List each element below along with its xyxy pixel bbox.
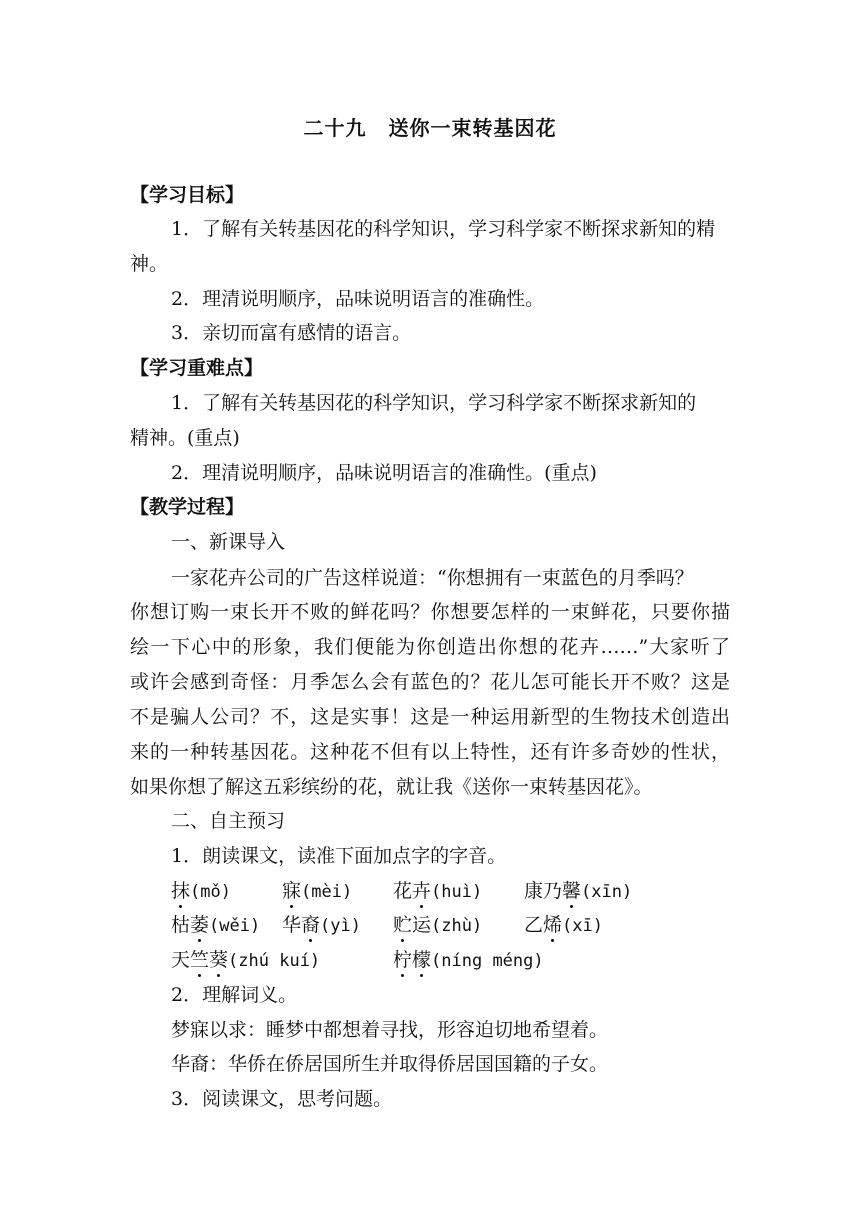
dotted-char: 葵	[209, 942, 228, 978]
dotted-char: 柠	[393, 942, 412, 978]
vocab-item: 花卉(huì)	[393, 873, 482, 909]
pinyin: (yì)	[320, 916, 361, 936]
objective-3: 3．亲切而富有感情的语言。	[171, 322, 412, 344]
task-2: 2．理解词义。	[171, 984, 298, 1006]
definition-2: 华裔：华侨在侨居国所生并取得侨居国国籍的子女。	[171, 1053, 609, 1075]
dotted-char: 竺	[190, 942, 209, 978]
intro-line-2: 你想订购一束长开不败的鲜花吗？你想要怎样的一束鲜花，只要你描	[130, 601, 730, 623]
pinyin: (wěi)	[209, 916, 261, 936]
definition-1: 梦寐以求：睡梦中都想着寻找，形容迫切地希望着。	[171, 1019, 609, 1041]
vocab-item: 天竺葵(zhú kuí)	[171, 942, 320, 978]
vocab-item	[171, 873, 231, 909]
dotted-char: 抹	[171, 873, 190, 909]
pinyin: (xī)	[562, 916, 603, 936]
objectives-heading: 【学习目标】	[130, 184, 245, 206]
section2-heading: 二、自主预习	[171, 810, 286, 832]
objective-1-line-2: 神。	[130, 253, 169, 275]
pinyin: (huì)	[431, 882, 483, 902]
intro-line-6: 来的一种转基因花。这种花不但有以上特性，还有许多奇妙的性状，	[130, 741, 730, 763]
dotted-char: 卉	[412, 873, 431, 909]
dotted-char: 馨	[562, 873, 581, 909]
vocab-item: 康乃馨(xīn)	[524, 873, 632, 909]
vocab-item: 贮运(zhù)	[393, 907, 482, 943]
objective-2: 2．理清说明顺序，品味说明语言的准确性。	[171, 288, 545, 310]
task-1: 1．朗读课文，读准下面加点字的字音。	[171, 845, 507, 867]
dotted-char: 裔	[301, 907, 320, 943]
dotted-char: 檬	[412, 942, 431, 978]
intro-line-1: 一家花卉公司的广告这样说道：“你想拥有一束蓝色的月季吗？	[171, 567, 694, 589]
lesson-title: 送你一束转基因花	[388, 116, 557, 140]
dotted-char: 贮	[393, 907, 412, 943]
pinyin: (mǒ)	[190, 882, 231, 902]
section1-heading: 一、新课导入	[171, 531, 286, 553]
objective-1-line-1: 1．了解有关转基因花的科学知识，学习科学家不断探求新知的精	[171, 218, 716, 240]
pinyin: (xīn)	[581, 882, 633, 902]
vocab-item: 乙烯(xī)	[524, 907, 603, 943]
task-3: 3．阅读课文，思考问题。	[171, 1088, 393, 1110]
dotted-char: 萎	[190, 907, 209, 943]
key-point-1-line-2: 精神。(重点)	[130, 427, 240, 449]
intro-line-4: 或许会感到奇怪：月季怎么会有蓝色的？花儿怎可能长开不败？这是	[130, 671, 730, 693]
vocab-item: 华裔(yì)	[282, 907, 361, 943]
intro-line-3: 绘一下心中的形象，我们便能为你创造出你想的花卉……”大家听了	[130, 636, 730, 658]
key-point-1-line-1: 1．了解有关转基因花的科学知识，学习科学家不断探求新知的	[171, 392, 697, 414]
process-heading: 【教学过程】	[130, 496, 245, 518]
pinyin: (níng méng)	[431, 951, 544, 971]
dotted-char: 寐	[282, 873, 301, 909]
intro-line-7: 如果你想了解这五彩缤纷的花，就让我《送你一束转基因花》。	[130, 776, 653, 798]
pinyin: (zhú kuí)	[228, 951, 321, 971]
vocab-item	[393, 942, 544, 978]
page-title	[130, 112, 730, 141]
vocab-item	[282, 873, 352, 909]
key-points-heading: 【学习重难点】	[130, 357, 264, 379]
intro-line-5: 不是骗人公司？不，这是实事！这是一种运用新型的生物技术创造出	[130, 706, 730, 728]
key-point-2: 2．理清说明顺序，品味说明语言的准确性。(重点)	[171, 462, 597, 484]
pinyin: (mèi)	[301, 882, 353, 902]
dotted-char: 烯	[543, 907, 562, 943]
lesson-number: 二十九	[303, 116, 367, 140]
vocab-item: 枯萎(wěi)	[171, 907, 260, 943]
pinyin: (zhù)	[431, 916, 483, 936]
document-page	[130, 0, 730, 1216]
